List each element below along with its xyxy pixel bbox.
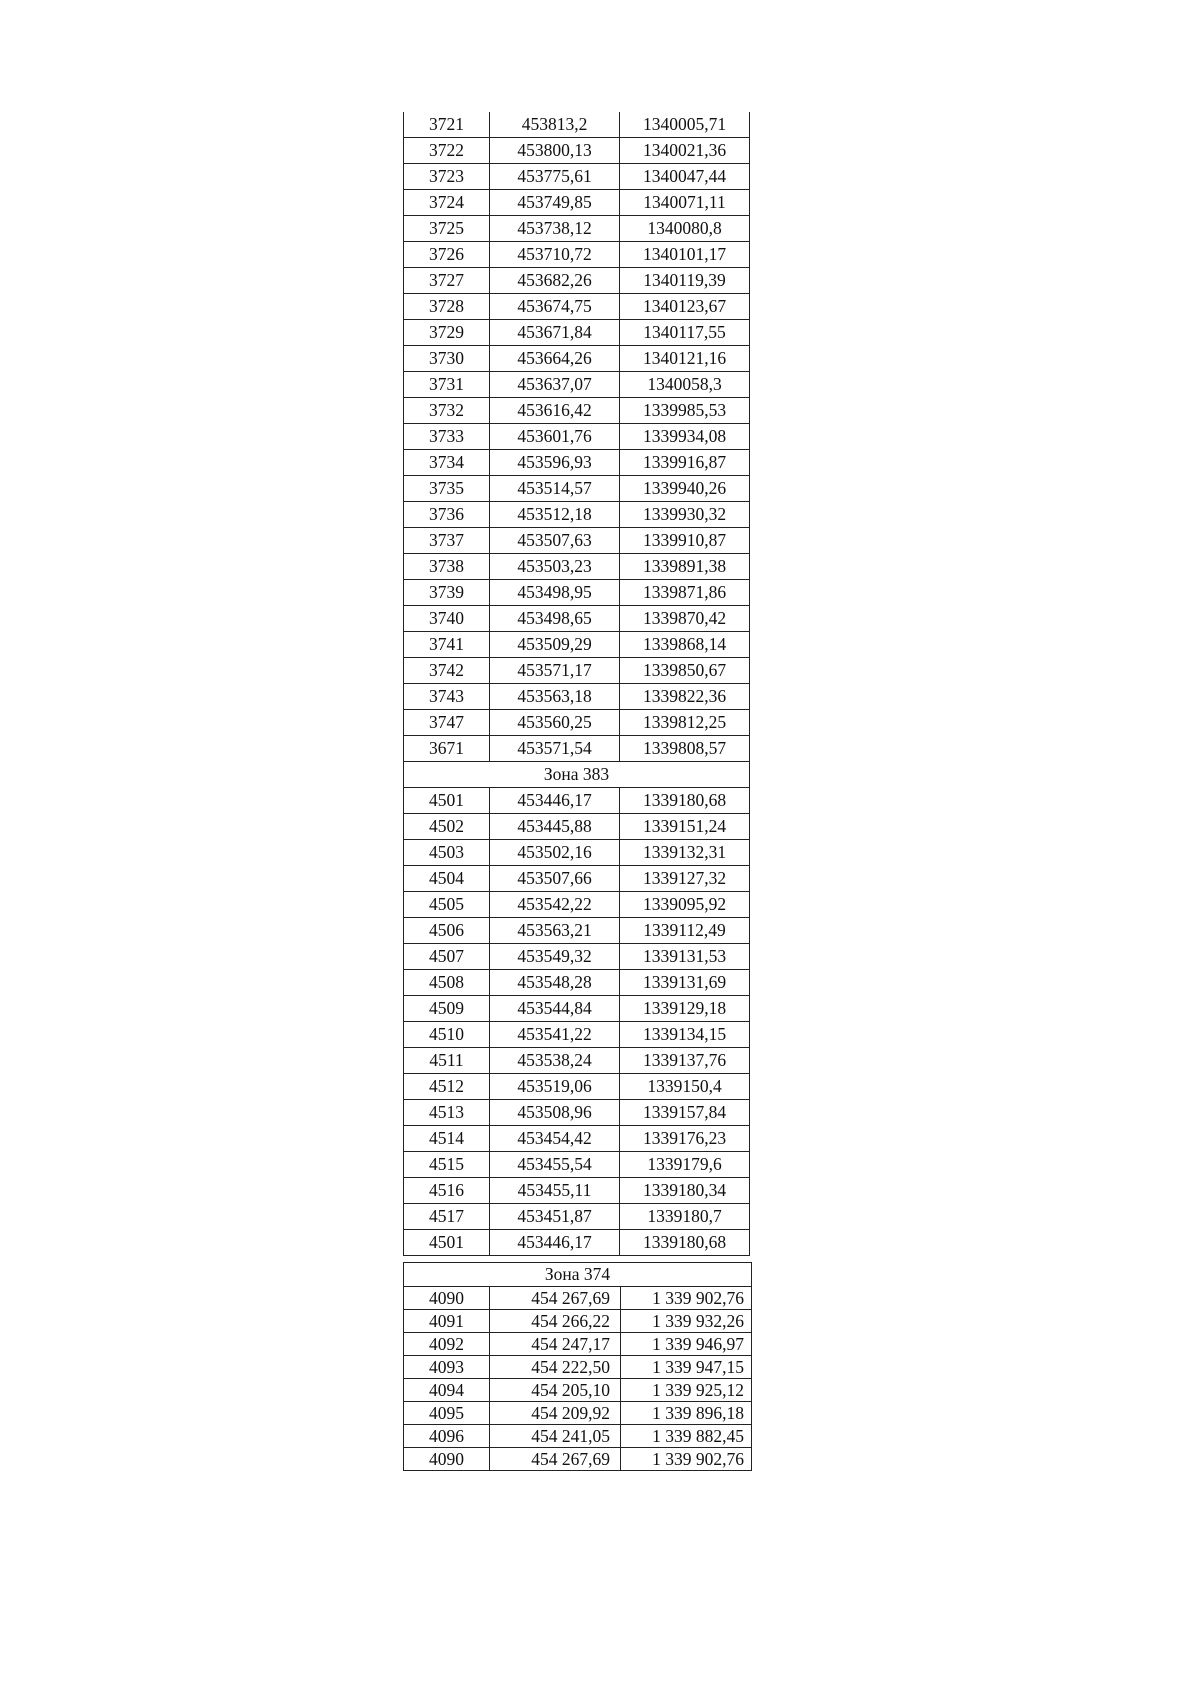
y-coordinate-cell: 1 339 902,76 (621, 1287, 752, 1310)
x-coordinate-cell: 454 266,22 (490, 1310, 621, 1333)
table-row (404, 684, 750, 710)
table-row (404, 372, 750, 398)
x-coordinate-cell: 453749,85 (490, 190, 620, 216)
table-row (404, 736, 750, 762)
x-coordinate-cell: 453512,18 (490, 502, 620, 528)
table-row (404, 970, 750, 996)
x-coordinate-cell: 453538,24 (490, 1048, 620, 1074)
table-row (404, 580, 750, 606)
y-coordinate-cell: 1339157,84 (620, 1100, 750, 1126)
y-coordinate-cell: 1339151,24 (620, 814, 750, 840)
point-number-cell: 3724 (404, 190, 490, 216)
x-coordinate-cell: 453446,17 (490, 1230, 620, 1256)
y-coordinate-cell: 1 339 896,18 (621, 1402, 752, 1425)
table-row (404, 814, 750, 840)
x-coordinate-cell: 453544,84 (490, 996, 620, 1022)
point-number-cell: 4501 (404, 788, 490, 814)
table-row (404, 1204, 750, 1230)
table-row (404, 1022, 750, 1048)
point-number-cell: 3733 (404, 424, 490, 450)
zone-title: Зона 374 (404, 1263, 752, 1287)
point-number-cell: 4093 (404, 1356, 490, 1379)
y-coordinate-cell: 1339127,32 (620, 866, 750, 892)
y-coordinate-cell: 1340117,55 (620, 320, 750, 346)
x-coordinate-cell: 454 205,10 (490, 1379, 621, 1402)
table-row (404, 1048, 750, 1074)
table-row (404, 866, 750, 892)
x-coordinate-cell: 453445,88 (490, 814, 620, 840)
x-coordinate-cell: 453738,12 (490, 216, 620, 242)
y-coordinate-cell: 1339180,34 (620, 1178, 750, 1204)
x-coordinate-cell: 453507,63 (490, 528, 620, 554)
point-number-cell: 3726 (404, 242, 490, 268)
point-number-cell: 4505 (404, 892, 490, 918)
table-row (404, 658, 750, 684)
point-number-cell: 4091 (404, 1310, 490, 1333)
x-coordinate-cell: 453498,95 (490, 580, 620, 606)
x-coordinate-cell: 454 222,50 (490, 1356, 621, 1379)
y-coordinate-cell: 1340101,17 (620, 242, 750, 268)
table-row (404, 1074, 750, 1100)
table-row (404, 164, 750, 190)
point-number-cell: 3738 (404, 554, 490, 580)
point-number-cell: 3728 (404, 294, 490, 320)
table-row (404, 476, 750, 502)
x-coordinate-cell: 454 267,69 (490, 1287, 621, 1310)
table-row (404, 320, 750, 346)
y-coordinate-cell: 1 339 902,76 (621, 1448, 752, 1471)
x-coordinate-cell: 453563,18 (490, 684, 620, 710)
table-row (404, 892, 750, 918)
x-coordinate-cell: 453571,54 (490, 736, 620, 762)
point-number-cell: 4094 (404, 1379, 490, 1402)
table-row (404, 1402, 752, 1425)
point-number-cell: 4513 (404, 1100, 490, 1126)
x-coordinate-cell: 453571,17 (490, 658, 620, 684)
point-number-cell: 4503 (404, 840, 490, 866)
point-number-cell: 3737 (404, 528, 490, 554)
table-row (404, 424, 750, 450)
zone-title: Зона 383 (404, 762, 750, 788)
y-coordinate-cell: 1340121,16 (620, 346, 750, 372)
y-coordinate-cell: 1339137,76 (620, 1048, 750, 1074)
y-coordinate-cell: 1340080,8 (620, 216, 750, 242)
x-coordinate-cell: 453514,57 (490, 476, 620, 502)
table-row (404, 112, 750, 138)
table-row (404, 1287, 752, 1310)
point-number-cell: 3731 (404, 372, 490, 398)
x-coordinate-cell: 453813,2 (490, 112, 620, 138)
y-coordinate-cell: 1339134,15 (620, 1022, 750, 1048)
x-coordinate-cell: 454 267,69 (490, 1448, 621, 1471)
point-number-cell: 3721 (404, 112, 490, 138)
x-coordinate-cell: 453507,66 (490, 866, 620, 892)
coordinates-table-zone-374-body (404, 1263, 752, 1471)
table-row (404, 138, 750, 164)
point-number-cell: 4508 (404, 970, 490, 996)
table-row (404, 216, 750, 242)
x-coordinate-cell: 454 241,05 (490, 1425, 621, 1448)
x-coordinate-cell: 453548,28 (490, 970, 620, 996)
x-coordinate-cell: 453508,96 (490, 1100, 620, 1126)
point-number-cell: 3743 (404, 684, 490, 710)
x-coordinate-cell: 453455,11 (490, 1178, 620, 1204)
point-number-cell: 4516 (404, 1178, 490, 1204)
table-row (404, 996, 750, 1022)
y-coordinate-cell: 1339129,18 (620, 996, 750, 1022)
point-number-cell: 4090 (404, 1287, 490, 1310)
table-row (404, 346, 750, 372)
point-number-cell: 3727 (404, 268, 490, 294)
table-row (404, 1448, 752, 1471)
x-coordinate-cell: 453560,25 (490, 710, 620, 736)
x-coordinate-cell: 453542,22 (490, 892, 620, 918)
table-row (404, 1230, 750, 1256)
point-number-cell: 3722 (404, 138, 490, 164)
y-coordinate-cell: 1 339 932,26 (621, 1310, 752, 1333)
y-coordinate-cell: 1339180,68 (620, 1230, 750, 1256)
x-coordinate-cell: 453498,65 (490, 606, 620, 632)
point-number-cell: 4515 (404, 1152, 490, 1178)
x-coordinate-cell: 454 209,92 (490, 1402, 621, 1425)
x-coordinate-cell: 453541,22 (490, 1022, 620, 1048)
x-coordinate-cell: 453674,75 (490, 294, 620, 320)
x-coordinate-cell: 453455,54 (490, 1152, 620, 1178)
y-coordinate-cell: 1340071,11 (620, 190, 750, 216)
y-coordinate-cell: 1340119,39 (620, 268, 750, 294)
x-coordinate-cell: 453549,32 (490, 944, 620, 970)
point-number-cell: 3671 (404, 736, 490, 762)
table-row (404, 528, 750, 554)
table-row (404, 918, 750, 944)
point-number-cell: 4506 (404, 918, 490, 944)
table-row (404, 268, 750, 294)
point-number-cell: 4090 (404, 1448, 490, 1471)
point-number-cell: 4504 (404, 866, 490, 892)
coordinates-table-zone-374 (403, 1262, 752, 1471)
table-row (404, 788, 750, 814)
point-number-cell: 3729 (404, 320, 490, 346)
y-coordinate-cell: 1339180,7 (620, 1204, 750, 1230)
point-number-cell: 4502 (404, 814, 490, 840)
y-coordinate-cell: 1339150,4 (620, 1074, 750, 1100)
y-coordinate-cell: 1339940,26 (620, 476, 750, 502)
point-number-cell: 3747 (404, 710, 490, 736)
point-number-cell: 3741 (404, 632, 490, 658)
x-coordinate-cell: 453800,13 (490, 138, 620, 164)
x-coordinate-cell: 453596,93 (490, 450, 620, 476)
zone-header-row (404, 1263, 752, 1287)
y-coordinate-cell: 1339112,49 (620, 918, 750, 944)
coordinates-table (403, 112, 750, 1256)
point-number-cell: 3725 (404, 216, 490, 242)
x-coordinate-cell: 453519,06 (490, 1074, 620, 1100)
y-coordinate-cell: 1340005,71 (620, 112, 750, 138)
y-coordinate-cell: 1339910,87 (620, 528, 750, 554)
y-coordinate-cell: 1339179,6 (620, 1152, 750, 1178)
table-row (404, 554, 750, 580)
x-coordinate-cell: 454 247,17 (490, 1333, 621, 1356)
point-number-cell: 3730 (404, 346, 490, 372)
point-number-cell: 3734 (404, 450, 490, 476)
x-coordinate-cell: 453682,26 (490, 268, 620, 294)
x-coordinate-cell: 453509,29 (490, 632, 620, 658)
point-number-cell: 3739 (404, 580, 490, 606)
y-coordinate-cell: 1339916,87 (620, 450, 750, 476)
point-number-cell: 3732 (404, 398, 490, 424)
point-number-cell: 4514 (404, 1126, 490, 1152)
point-number-cell: 3723 (404, 164, 490, 190)
x-coordinate-cell: 453664,26 (490, 346, 620, 372)
y-coordinate-cell: 1339131,53 (620, 944, 750, 970)
table-row (404, 242, 750, 268)
point-number-cell: 4509 (404, 996, 490, 1022)
y-coordinate-cell: 1340047,44 (620, 164, 750, 190)
y-coordinate-cell: 1340021,36 (620, 138, 750, 164)
table-row (404, 398, 750, 424)
x-coordinate-cell: 453710,72 (490, 242, 620, 268)
y-coordinate-cell: 1339176,23 (620, 1126, 750, 1152)
table-row (404, 190, 750, 216)
x-coordinate-cell: 453775,61 (490, 164, 620, 190)
y-coordinate-cell: 1339095,92 (620, 892, 750, 918)
y-coordinate-cell: 1339132,31 (620, 840, 750, 866)
table-row (404, 450, 750, 476)
x-coordinate-cell: 453454,42 (490, 1126, 620, 1152)
y-coordinate-cell: 1340123,67 (620, 294, 750, 320)
coordinates-table-body (404, 112, 750, 1256)
table-row (404, 1152, 750, 1178)
x-coordinate-cell: 453446,17 (490, 788, 620, 814)
y-coordinate-cell: 1339985,53 (620, 398, 750, 424)
x-coordinate-cell: 453601,76 (490, 424, 620, 450)
table-row (404, 1100, 750, 1126)
table-row (404, 1356, 752, 1379)
point-number-cell: 4507 (404, 944, 490, 970)
y-coordinate-cell: 1 339 946,97 (621, 1333, 752, 1356)
x-coordinate-cell: 453563,21 (490, 918, 620, 944)
table-row (404, 944, 750, 970)
x-coordinate-cell: 453503,23 (490, 554, 620, 580)
y-coordinate-cell: 1339868,14 (620, 632, 750, 658)
point-number-cell: 3735 (404, 476, 490, 502)
table-row (404, 502, 750, 528)
y-coordinate-cell: 1 339 947,15 (621, 1356, 752, 1379)
point-number-cell: 3742 (404, 658, 490, 684)
zone-header-row (404, 762, 750, 788)
point-number-cell: 3736 (404, 502, 490, 528)
point-number-cell: 4095 (404, 1402, 490, 1425)
table-row (404, 1379, 752, 1402)
y-coordinate-cell: 1339812,25 (620, 710, 750, 736)
y-coordinate-cell: 1339870,42 (620, 606, 750, 632)
table-row (404, 1310, 752, 1333)
y-coordinate-cell: 1339850,67 (620, 658, 750, 684)
y-coordinate-cell: 1340058,3 (620, 372, 750, 398)
table-row (404, 710, 750, 736)
y-coordinate-cell: 1339891,38 (620, 554, 750, 580)
table-row (404, 606, 750, 632)
x-coordinate-cell: 453451,87 (490, 1204, 620, 1230)
y-coordinate-cell: 1339934,08 (620, 424, 750, 450)
table-row (404, 1425, 752, 1448)
x-coordinate-cell: 453637,07 (490, 372, 620, 398)
point-number-cell: 4511 (404, 1048, 490, 1074)
table-row (404, 1333, 752, 1356)
y-coordinate-cell: 1339930,32 (620, 502, 750, 528)
point-number-cell: 3740 (404, 606, 490, 632)
table-row (404, 632, 750, 658)
y-coordinate-cell: 1339131,69 (620, 970, 750, 996)
y-coordinate-cell: 1 339 925,12 (621, 1379, 752, 1402)
y-coordinate-cell: 1339808,57 (620, 736, 750, 762)
point-number-cell: 4092 (404, 1333, 490, 1356)
table-row (404, 1178, 750, 1204)
point-number-cell: 4501 (404, 1230, 490, 1256)
point-number-cell: 4512 (404, 1074, 490, 1100)
y-coordinate-cell: 1339871,86 (620, 580, 750, 606)
point-number-cell: 4510 (404, 1022, 490, 1048)
y-coordinate-cell: 1339822,36 (620, 684, 750, 710)
y-coordinate-cell: 1339180,68 (620, 788, 750, 814)
x-coordinate-cell: 453671,84 (490, 320, 620, 346)
x-coordinate-cell: 453616,42 (490, 398, 620, 424)
table-row (404, 1126, 750, 1152)
table-row (404, 294, 750, 320)
point-number-cell: 4096 (404, 1425, 490, 1448)
y-coordinate-cell: 1 339 882,45 (621, 1425, 752, 1448)
x-coordinate-cell: 453502,16 (490, 840, 620, 866)
table-row (404, 840, 750, 866)
point-number-cell: 4517 (404, 1204, 490, 1230)
